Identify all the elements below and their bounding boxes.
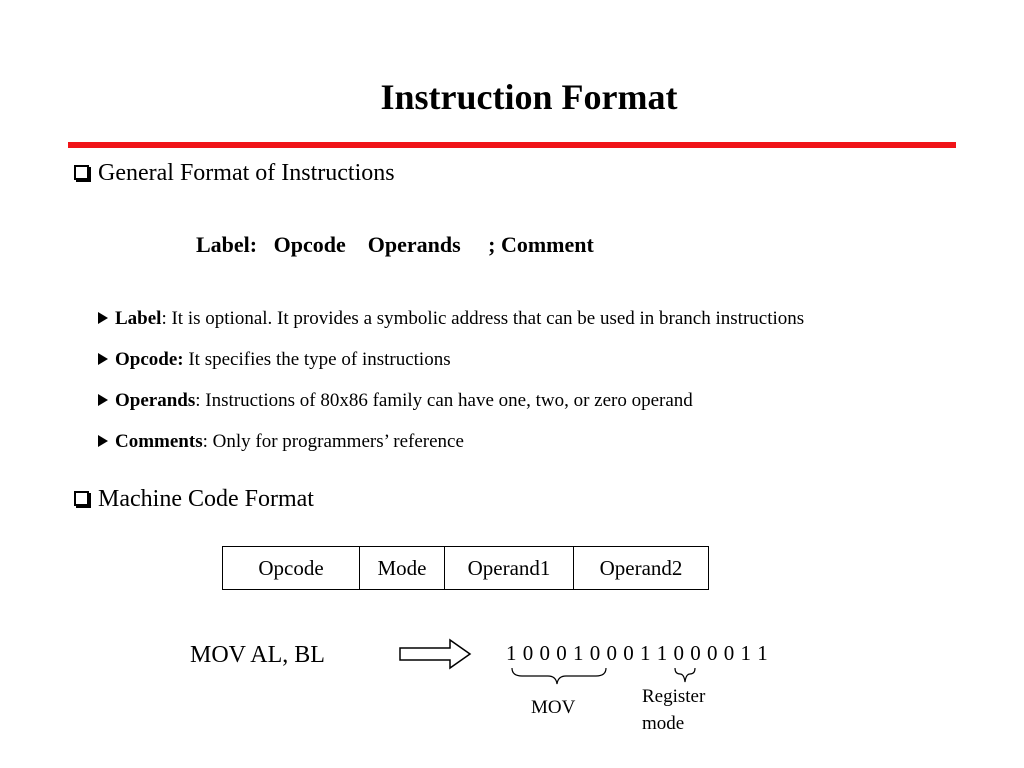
section-general-format: [74, 160, 395, 187]
bullet-operands: [98, 390, 693, 412]
bullet-opcode: [98, 349, 451, 371]
bullet-sep: :: [202, 431, 208, 452]
machine-code-format-table: [222, 546, 709, 590]
register-brace: [675, 668, 695, 682]
title-underline: [68, 142, 956, 148]
mov-annotation: MOV: [531, 697, 576, 718]
slide-title: Instruction Format: [380, 77, 678, 117]
table-row: [223, 547, 709, 590]
field-operand1: Operand1: [445, 547, 574, 590]
bullet-term: Label: [115, 308, 162, 329]
section-machine-code: [74, 486, 314, 513]
machine-code-bits: 1 0 0 0 1 0 0 0 1 1 0 0 0 0 1 1: [506, 641, 769, 665]
arrow-bullet-icon: [98, 353, 108, 365]
bullet-sep: :: [195, 390, 201, 411]
section-machine-label: Machine Code Format: [98, 486, 314, 512]
bullet-label: [98, 308, 804, 330]
bullet-sep: :: [161, 308, 167, 329]
register-annotation-line1: Register: [642, 686, 706, 707]
field-opcode: Opcode: [223, 547, 360, 590]
right-arrow-icon: [398, 638, 472, 670]
field-operand2: Operand2: [574, 547, 709, 590]
syntax-line: Label: Opcode Operands ; Comment: [196, 232, 594, 257]
title-underline-bar: [68, 142, 956, 148]
field-mode: Mode: [360, 547, 445, 590]
section-general-label: General Format of Instructions: [98, 160, 395, 186]
arrow-bullet-icon: [98, 435, 108, 447]
mov-brace: [512, 668, 606, 684]
bullet-term: Comments: [115, 431, 203, 452]
example-instruction: MOV AL, BL: [190, 642, 325, 668]
checkbox-bullet-icon: [74, 491, 89, 506]
bullet-text: It specifies the type of instructions: [183, 349, 451, 370]
bullet-text: Only for programmers’ reference: [207, 431, 464, 452]
bullet-text: Instructions of 80x86 family can have one, two, or zero operand: [200, 390, 693, 411]
arrow-bullet-icon: [98, 394, 108, 406]
bullet-text: It is optional. It provides a symbolic address that can be used in branch instructions: [166, 308, 805, 329]
bullet-term: Operands: [115, 390, 196, 411]
arrow-bullet-icon: [98, 312, 108, 324]
checkbox-bullet-icon: [74, 165, 89, 180]
register-annotation-line2: mode: [642, 713, 685, 734]
bullet-comments: [98, 431, 464, 453]
register-mode-annotation: [642, 683, 705, 737]
bullet-term: Opcode:: [115, 349, 184, 370]
